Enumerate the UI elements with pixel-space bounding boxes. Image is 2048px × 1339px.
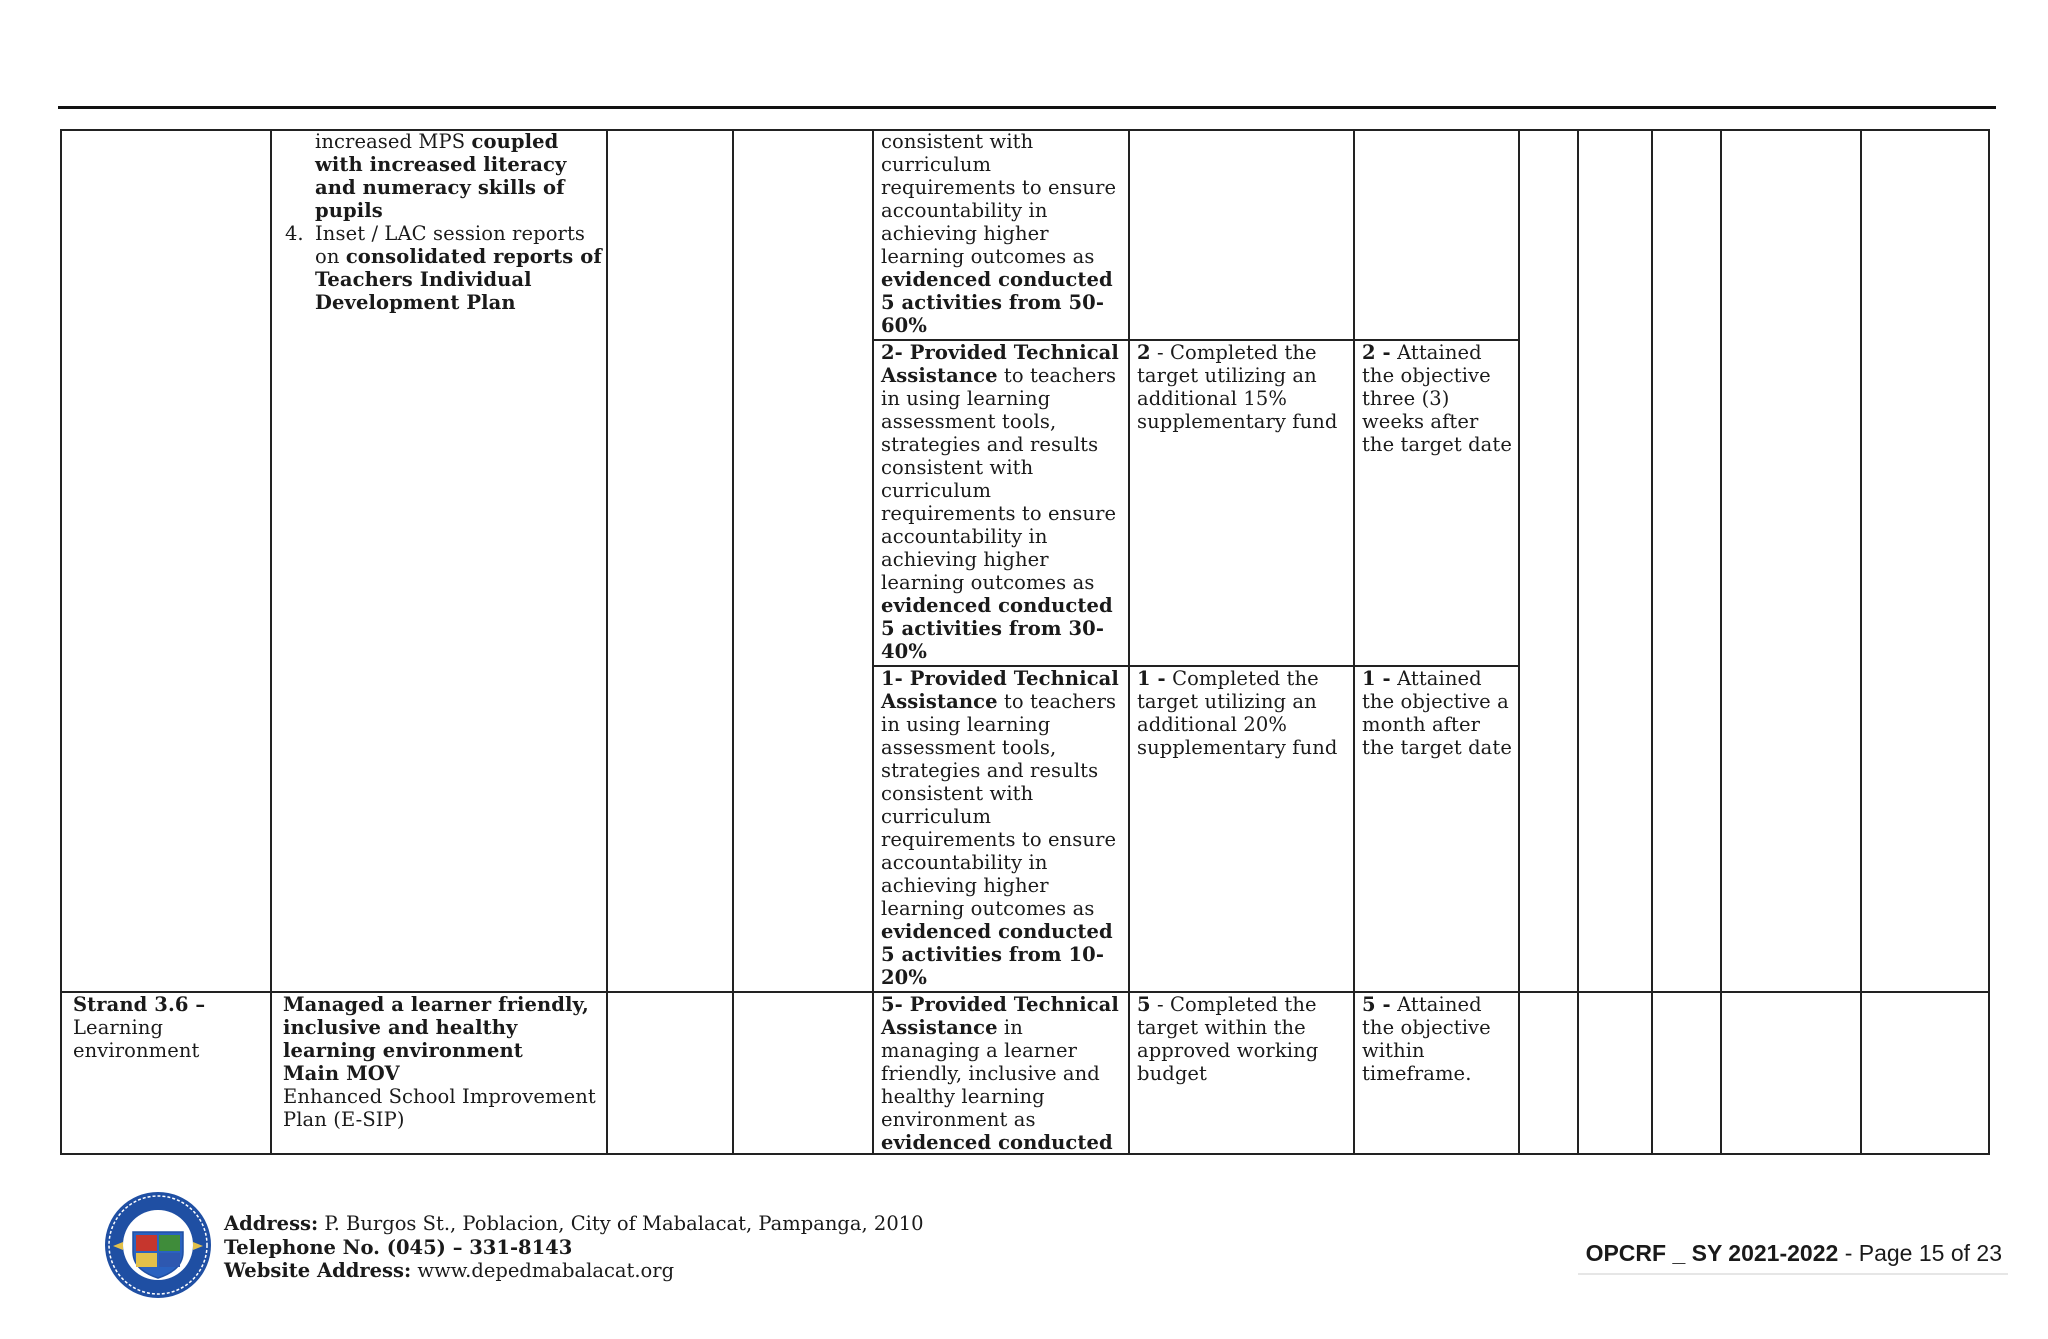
website-value: www.depedmabalacat.org (411, 1259, 675, 1282)
strand-cell: Strand 3.6 – Learning environment (73, 993, 206, 1062)
footer-contact (224, 1212, 924, 1283)
efficiency-rating-1-text: 1 - Completed the target utilizing an additional 20% supplementary fund (1137, 667, 1338, 759)
col-divider (732, 129, 734, 1155)
table-border-right (1988, 129, 1990, 1155)
timeliness-rating-1-text: 1 - Attained the objective a month after the target date (1362, 667, 1512, 759)
col-divider (1353, 129, 1355, 1155)
col-divider (1860, 129, 1862, 1155)
telephone: Telephone No. (045) – 331-8143 (224, 1235, 573, 1259)
col-divider (606, 129, 608, 1155)
col-divider (1577, 129, 1579, 1155)
timeliness-rating-5-text: 5 - Attained the objective within timeframe. (1362, 993, 1491, 1085)
table-border-left (60, 129, 62, 1155)
efficiency-rating-2-text: 2 - Completed the target utilizing an additional 15% supplementary fund (1137, 341, 1338, 433)
quality-rating-1-text: 1- Provided Technical Assistance to teachers in using learning assessment tools, strategies and results consistent with curriculum requirements to ensure accountability in achieving higher learning outcomes as evidenced conducted 5 activities from 10- 20% (881, 667, 1119, 989)
mov-list: increased MPS coupled with increased literacy and numeracy skills of pupils Inset / LAC session reports on consolidated reports of Teachers Individual Development Plan (315, 130, 602, 314)
col-divider (1518, 129, 1520, 1155)
website-label: Website Address: (224, 1259, 412, 1282)
list-number: 4. (285, 222, 304, 245)
col-divider (270, 129, 272, 1155)
efficiency-rating-5-text: 5 - Completed the target within the approved working budget (1137, 993, 1319, 1085)
timeliness-rating-2-text: 2 - Attained the objective three (3) weeks after the target date (1362, 341, 1512, 456)
quality-rating-5-text: 5- Provided Technical Assistance in managing a learner friendly, inclusive and healthy learning environment as evidenced conducted (881, 993, 1119, 1154)
col-divider (1128, 129, 1130, 1155)
address-label: Address: (224, 1212, 319, 1235)
opcrf-table (60, 129, 1990, 1155)
quality-rating-2-text: 2- Provided Technical Assistance to teachers in using learning assessment tools, strategies and results consistent with curriculum requirements to ensure accountability in achieving higher learning outcomes as evidenced conducted 5 activities from 30- 40% (881, 341, 1119, 663)
quality-rating-3-text: consistent with curriculum requirements to ensure accountability in achieving higher learning outcomes as evidenced conducted 5 activities from 50- 60% (881, 130, 1117, 337)
objective-cell: Managed a learner friendly, inclusive and healthy learning environment Main MOV Enhanced School Improvement Plan (E-SIP) (283, 993, 596, 1131)
deped-seal-icon (103, 1190, 213, 1300)
col-divider (872, 129, 874, 1155)
col-divider (1720, 129, 1722, 1155)
page-indicator: OPCRF _ SY 2021-2022 - Page 15 of 23 (1578, 1240, 2008, 1275)
header-rule (58, 106, 1996, 109)
address-value: P. Burgos St., Poblacion, City of Mabalacat, Pampanga, 2010 (318, 1212, 924, 1235)
col-divider (1651, 129, 1653, 1155)
